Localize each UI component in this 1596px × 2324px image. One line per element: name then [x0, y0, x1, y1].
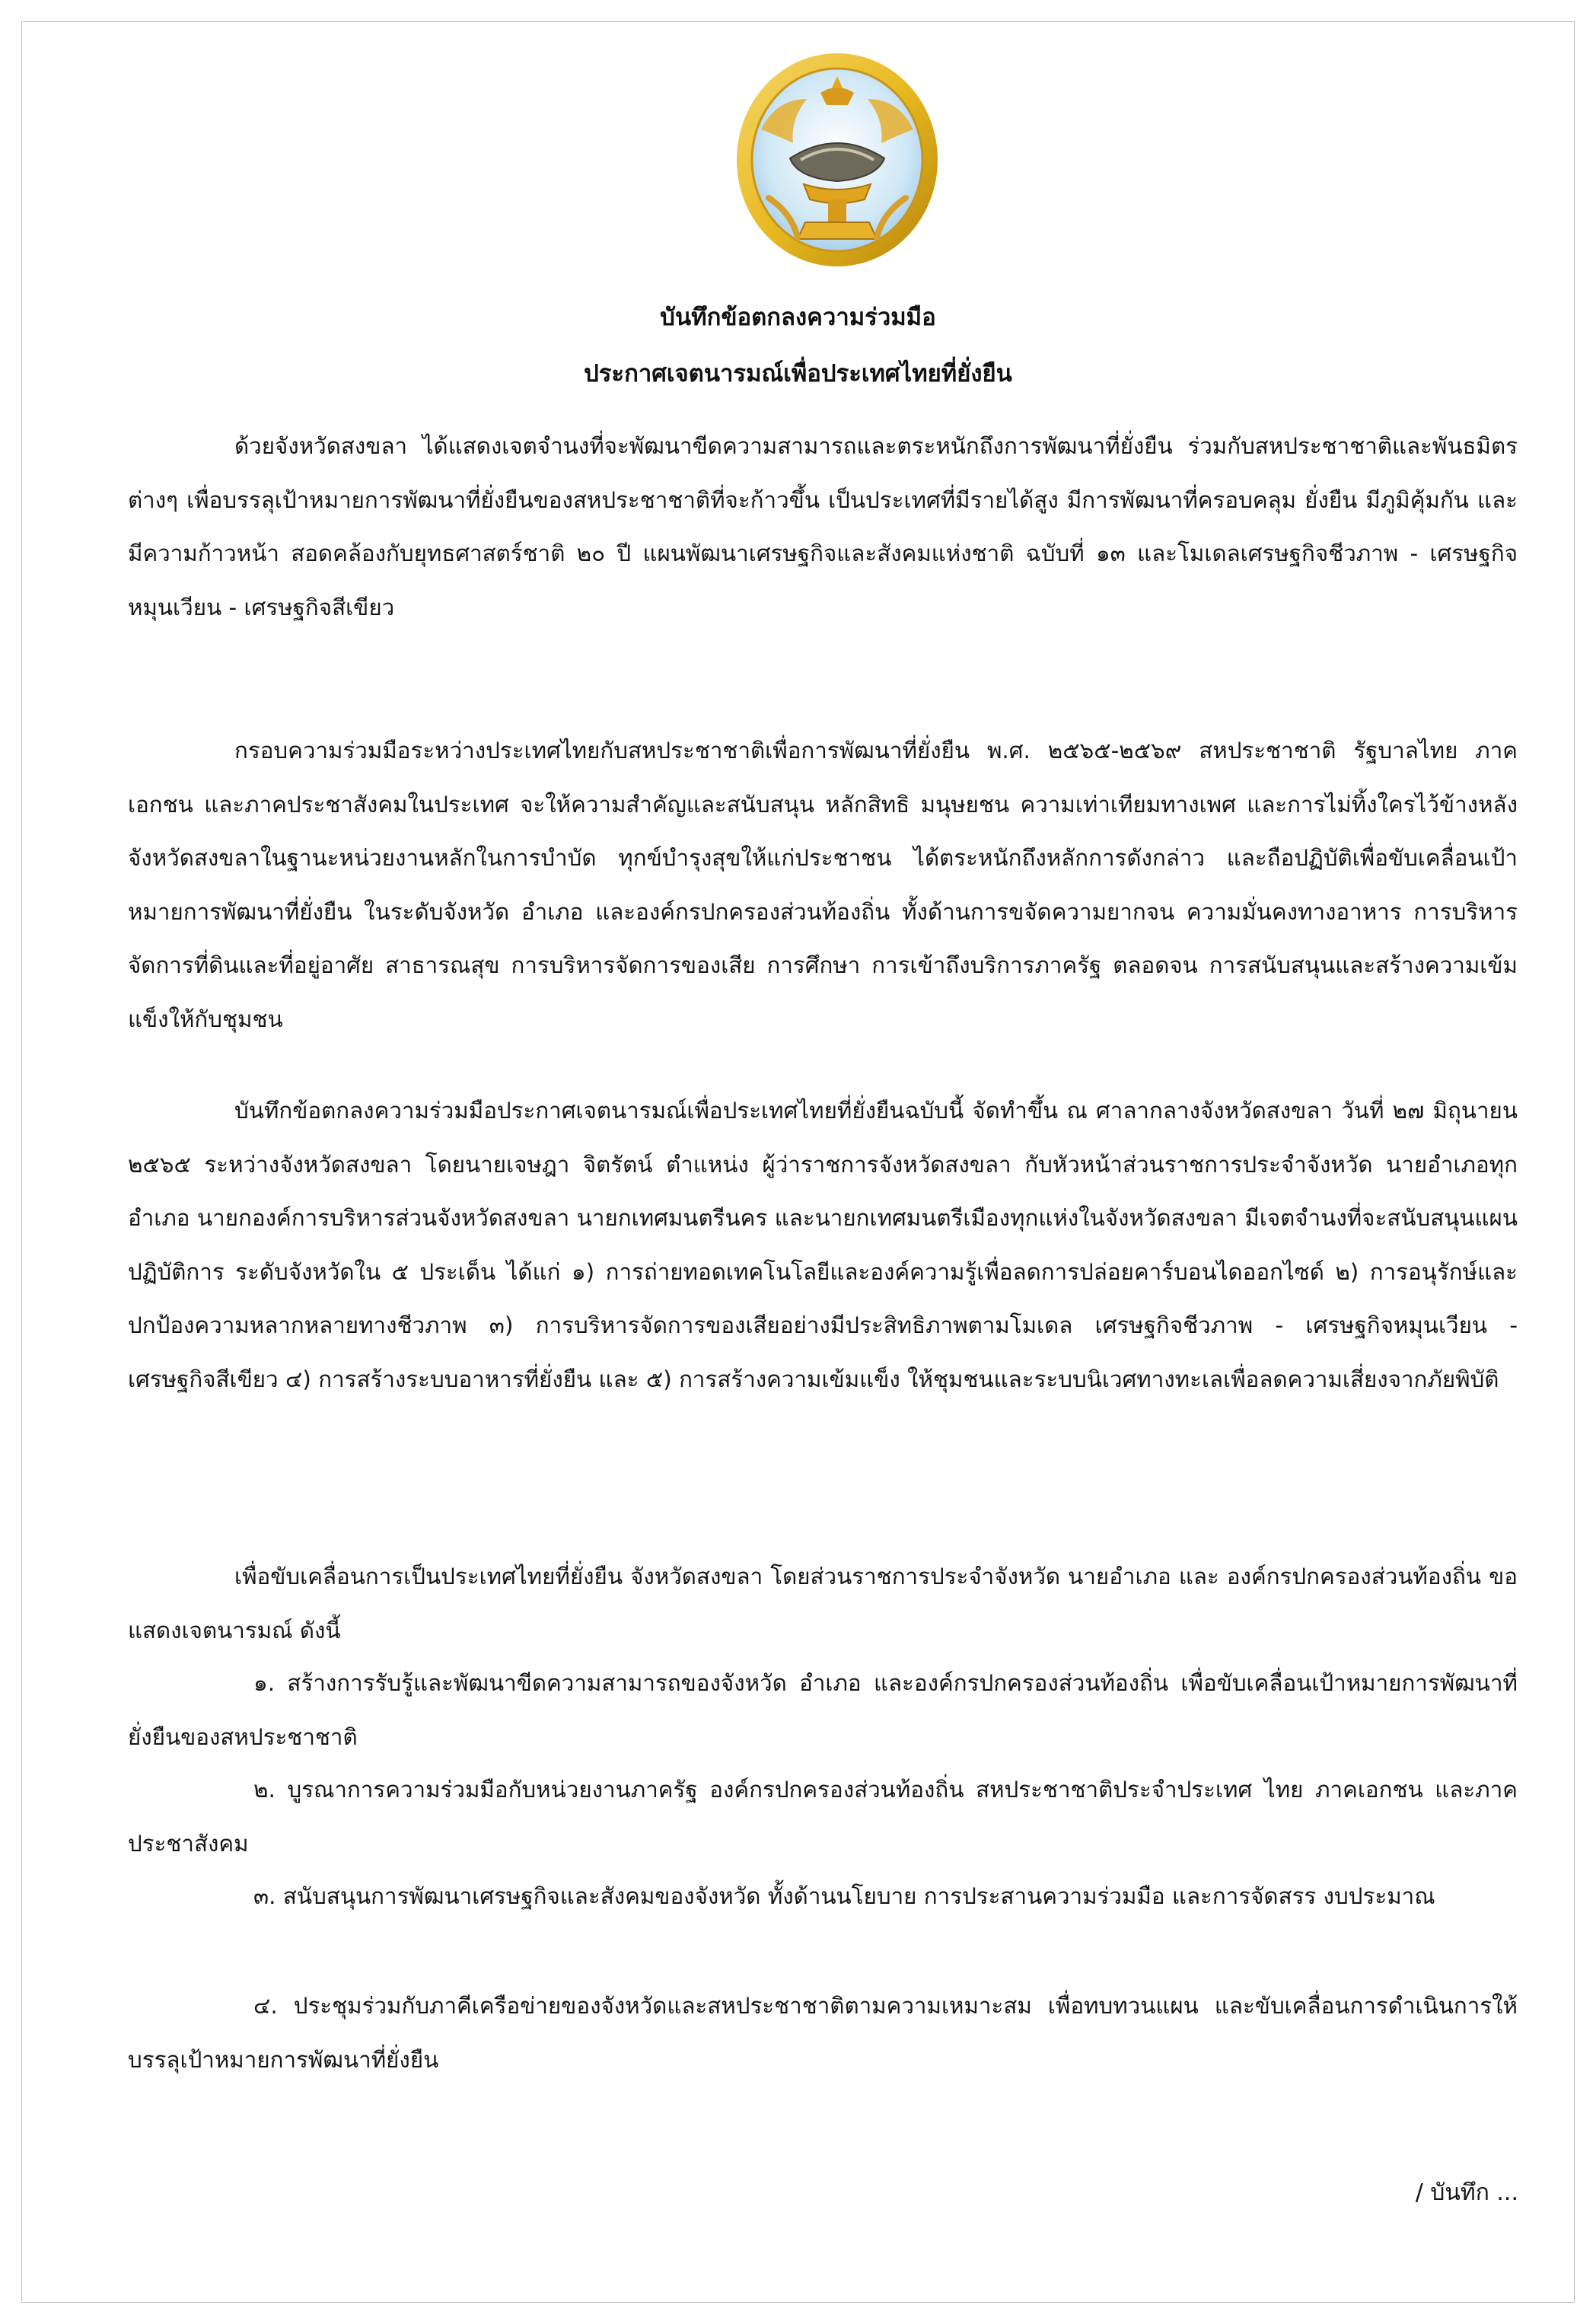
document-subtitle: ประกาศเจตนารมณ์เพื่อประเทศไทยที่ยั่งยืน	[584, 360, 1012, 387]
paragraph-intent: เพื่อขับเคลื่อนการเป็นประเทศไทยที่ยั่งยืน จังหวัดสงขลา โดยส่วนราชการประจำจังหวัด นายอำเภอ และ องค์กรปกครองส่วนท้องถิ่น ขอแสดงเจตนารมณ์ ดังนี้	[128, 1564, 1518, 1643]
list-item: ๓. สนับสนุนการพัฒนาเศรษฐกิจและสังคมของจังหวัด ทั้งด้านนโยบาย การประสานความร่วมมือ และการจัดสรร งบประมาณ	[253, 1883, 1435, 1909]
page-continuation-marker: / บันทึก ...	[1415, 2179, 1518, 2206]
songkhla-province-seal-icon	[731, 46, 944, 274]
paragraph-framework: กรอบความร่วมมือระหว่างประเทศไทยกับสหประชาชาติเพื่อการพัฒนาที่ยั่งยืน พ.ศ. ๒๕๖๕-๒๕๖๙ สหประชาชาติ รัฐบาลไทย ภาคเอกชน และภาคประชาสังคมในประเทศ จะให้ความสำคัญและสนับสนุน หลักสิทธิ มนุษยชน ความเท่าเทียมทางเพศ และการไม่ทิ้งใครไว้ข้างหลัง จังหวัดสงขลาในฐานะหน่วยงานหลักในการบำบัด ทุกข์บำรุงสุขให้แก่ประชาชน ได้ตระหนักถึงหลักการดังกล่าว และถือปฏิบัติเพื่อขับเคลื่อนเป้าหมายการพัฒนาที่ยั่งยืน ในระดับจังหวัด อำเภอ และองค์กรปกครองส่วนท้องถิ่น ทั้งด้านการขจัดความยากจน ความมั่นคงทางอาหาร การบริหาร จัดการที่ดินและที่อยู่อาศัย สาธารณสุข การบริหารจัดการของเสีย การศึกษา การเข้าถึงบริการภาครัฐ ตลอดจน การสนับสนุนและสร้างความเข้มแข็งให้กับชุมชน	[128, 738, 1518, 1032]
list-item: ๔. ประชุมร่วมกับภาคีเครือข่ายของจังหวัดและสหประชาชาติตามความเหมาะสม เพื่อทบทวนแผน และขับเคลื่อนการดำเนินการให้บรรลุเป้าหมายการพัฒนาที่ยั่งยืน	[128, 1993, 1518, 2073]
paragraph-agreement: บันทึกข้อตกลงความร่วมมือประกาศเจตนารมณ์เพื่อประเทศไทยที่ยั่งยืนฉบับนี้ จัดทำขึ้น ณ ศาลากลางจังหวัดสงขลา วันที่ ๒๗ มิถุนายน ๒๕๖๕ ระหว่างจังหวัดสงขลา โดยนายเจษฎา จิตรัตน์ ตำแหน่ง ผู้ว่าราชการจังหวัดสงขลา กับหัวหน้าส่วนราชการประจำจังหวัด นายอำเภอทุกอำเภอ นายกองค์การบริหารส่วนจังหวัดสงขลา นายกเทศมนตรีนคร และนายกเทศมนตรีเมืองทุกแห่งในจังหวัดสงขลา มีเจตจำนงที่จะสนับสนุนแผนปฏิบัติการ ระดับจังหวัดใน ๕ ประเด็น ได้แก่ ๑) การถ่ายทอดเทคโนโลยีและองค์ความรู้เพื่อลดการปล่อยคาร์บอนไดออกไซด์ ๒) การอนุรักษ์และปกป้องความหลากหลายทางชีวภาพ ๓) การบริหารจัดการของเสียอย่างมีประสิทธิภาพตามโมเดล เศรษฐกิจชีวภาพ - เศรษฐกิจหมุนเวียน - เศรษฐกิจสีเขียว ๔) การสร้างระบบอาหารที่ยั่งยืน และ ๕) การสร้างความเข้มแข็ง ให้ชุมชนและระบบนิเวศทางทะเลเพื่อลดความเสี่ยงจากภัยพิบัติ	[128, 1098, 1518, 1392]
list-item: ๒. บูรณาการความร่วมมือกับหน่วยงานภาครัฐ องค์กรปกครองส่วนท้องถิ่น สหประชาชาติประจำประเทศ ไทย ภาคเอกชน และภาคประชาสังคม	[128, 1777, 1518, 1857]
document-title: บันทึกข้อตกลงความร่วมมือ	[660, 304, 936, 331]
paragraph-intro: ด้วยจังหวัดสงขลา ได้แสดงเจตจำนงที่จะพัฒนาขีดความสามารถและตระหนักถึงการพัฒนาที่ยั่งยืน ร่วมกับสหประชาชาติและพันธมิตรต่างๆ เพื่อบรรลุเป้าหมายการพัฒนาที่ยั่งยืนของสหประชาชาติที่จะก้าวขึ้น เป็นประเทศที่มีรายได้สูง มีการพัฒนาที่ครอบคลุม ยั่งยืน มีภูมิคุ้มกัน และมีความก้าวหน้า สอดคล้องกับยุทธศาสตร์ชาติ ๒๐ ปี แผนพัฒนาเศรษฐกิจและสังคมแห่งชาติ ฉบับที่ ๑๓ และโมเดลเศรษฐกิจชีวภาพ - เศรษฐกิจหมุนเวียน - เศรษฐกิจสีเขียว	[128, 433, 1518, 620]
list-item: ๑. สร้างการรับรู้และพัฒนาขีดความสามารถของจังหวัด อำเภอ และองค์กรปกครองส่วนท้องถิ่น เพื่อขับเคลื่อนเป้าหมายการพัฒนาที่ยั่งยืนของสหประชาชาติ	[128, 1670, 1518, 1750]
